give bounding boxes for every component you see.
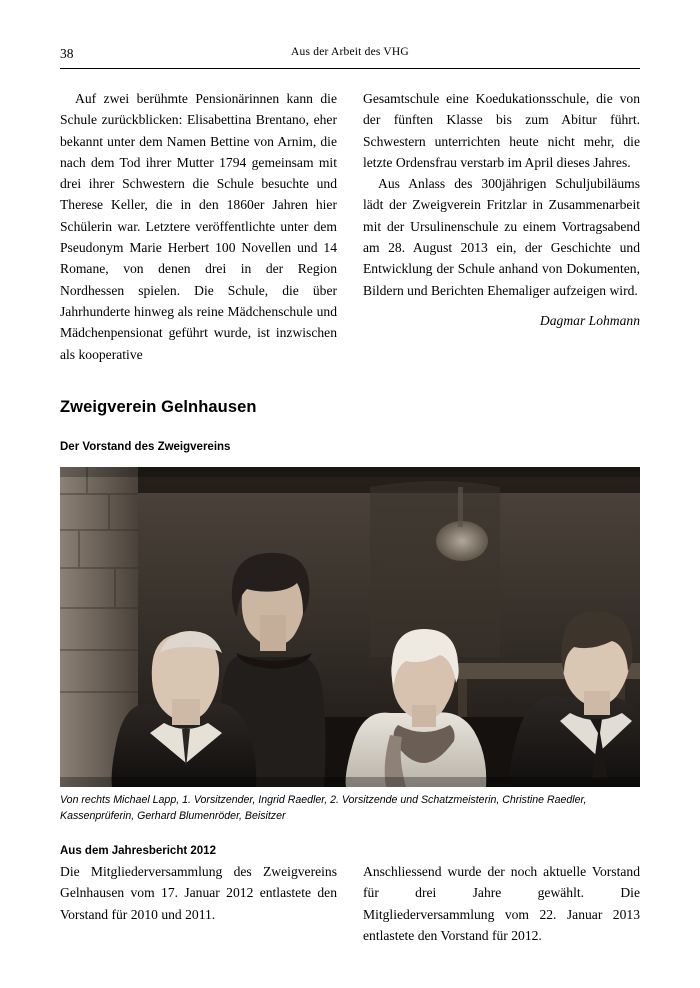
vorstand-group-photo: [60, 467, 640, 787]
photo-image: [60, 467, 640, 787]
paragraph: Auf zwei berühmte Pensionärinnen kann die Schule zurückblicken: Elisabettina Brentano, eher bekannt unter dem Namen Bettine von Arnim, die nach dem Tod ihrer Mutter 1794 gemeinsam mit drei ihrer Schwestern die Schule besuchte und Therese Keller, die in den 1860er Jahren hier Schülerin war. Letztere veröffentlichte unter dem Pseudonym Marie Herbert 100 Novellen und 14 Romane, von denen drei in der Region Nordhessen spielen. Die Schule, die über Jahrhunderte hinweg als reine Mädchenschule und Mädchenpensionat geführt wurde, ist inzwischen als kooperative: [60, 91, 337, 362]
paragraph: Aus Anlass des 300jährigen Schuljubiläums lädt der Zweigverein Fritzlar in Zusammenarbeit mit der Ursulinenschule zu einem Vortragsabend am 28. August 2013 ein, der Geschichte und Entwicklung der Schule anhand von Dokumenten, Bildern und Berichten Ehemaliger aufzeigen wird.: [363, 176, 640, 298]
page-header: [60, 46, 640, 68]
report-columns: [60, 845, 640, 946]
spacer: [363, 845, 640, 861]
paragraph: Gesamtschule eine Koedukationsschule, die von der fünften Klasse bis zum Abitur führt. Schwestern unterrichten heute nicht mehr, die letzte Ordensfrau verstarb im April dieses Jahres.: [363, 91, 640, 170]
page-number: 38: [60, 46, 74, 61]
photo-caption: Von rechts Michael Lapp, 1. Vorsitzender, Ingrid Raedler, 2. Vorsitzende und Schatzmeisterin, Christine Raedler, Kassenprüferin, Gerhard Blumenröder, Beisitzer: [60, 794, 587, 822]
header-divider: [60, 68, 640, 69]
section-heading: Zweigverein Gelnhausen: [60, 398, 257, 416]
paragraph: Anschliessend wurde der noch aktuelle Vorstand für drei Jahre gewählt. Die Mitgliederversammlung vom 22. Januar 2013 entlastete den Vorstand für 2012.: [363, 864, 640, 943]
author-signature: Dagmar Lohmann: [539, 312, 640, 328]
body-columns: [60, 88, 640, 365]
section-subheading: Der Vorstand des Zweigvereins: [60, 441, 231, 453]
report-title: Aus dem Jahresbericht 2012: [60, 845, 216, 857]
report-right-column: [363, 845, 640, 946]
running-title: Aus der Arbeit des VHG: [291, 46, 409, 58]
left-column: [60, 88, 337, 365]
paragraph: Die Mitgliederversammlung des Zweigvereins Gelnhausen vom 17. Januar 2012 entlastete den Vorstand für 2010 und 2011.: [60, 864, 337, 922]
right-column: [363, 88, 640, 365]
report-left-column: [60, 845, 337, 946]
